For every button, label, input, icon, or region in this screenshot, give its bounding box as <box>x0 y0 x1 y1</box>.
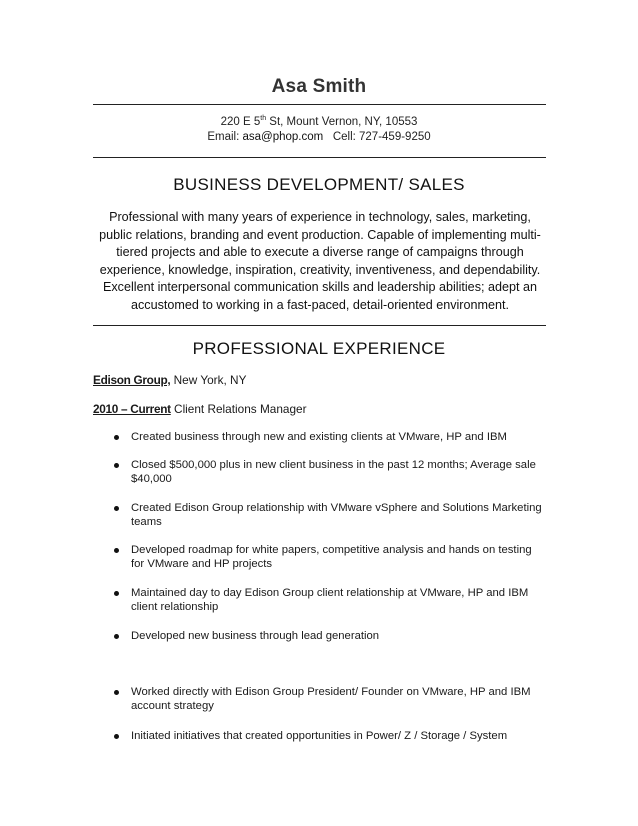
cell-phone: Cell: 727-459-9250 <box>323 131 431 143</box>
list-item-text: Developed roadmap for white papers, competitive analysis and hands on testing for VMware and HP projects <box>131 544 532 570</box>
experience-section-title: PROFESSIONAL EXPERIENCE <box>192 339 446 358</box>
address-part-1: 220 E 5 <box>220 115 261 128</box>
list-item-text: Initiated initiatives that created opportunities in Power/ Z / Storage / System <box>131 730 508 742</box>
list-item-text: Created Edison Group relationship with VMware vSphere and Solutions Marketing teams <box>131 502 542 528</box>
address-part-2: St, Mount Vernon, NY, 10553 <box>266 115 418 128</box>
job-title: Client Relations Manager <box>170 402 307 416</box>
bullet-icon <box>114 435 119 440</box>
employment-years: 2010 – Current <box>93 402 171 416</box>
role-line <box>93 402 307 416</box>
bullet-icon <box>114 506 119 511</box>
header-bottom-rule <box>93 157 546 158</box>
employer-line <box>93 373 246 387</box>
header-top-rule <box>93 104 546 105</box>
bullet-icon <box>114 548 119 553</box>
contact-line <box>0 131 638 143</box>
list-item-text: Worked directly with Edison Group President/ Founder on VMware, HP and IBM account strategy <box>131 686 531 712</box>
bullet-icon <box>114 591 119 596</box>
candidate-name: Asa Smith <box>271 76 367 97</box>
email-link[interactable]: asa@phop.com <box>242 131 324 143</box>
bullet-icon <box>114 690 119 695</box>
bullet-icon <box>114 463 119 468</box>
bullet-icon <box>114 734 119 739</box>
list-item-text: Created business through new and existing clients at VMware, HP and IBM <box>131 431 507 443</box>
summary-section-title: BUSINESS DEVELOPMENT/ SALES <box>173 175 465 194</box>
bullet-icon <box>114 634 119 639</box>
email-label: Email: <box>207 131 243 143</box>
professional-summary: Professional with many years of experience in technology, sales, marketing, public relations, branding and event production. Capable of implementing multi-tiered projects and able to execute a diverse range of campaigns through experience, knowledge, inspiration, creativity, inventiveness, and dependability. Excellent interpersonal communication skills and leadership abilities; adept an accustomed to working in a fast-paced, detail-oriented environment. <box>99 210 541 312</box>
list-item-text: Developed new business through lead generation <box>131 630 380 642</box>
address-superscript: th <box>260 115 267 122</box>
list-item-text: Closed $500,000 plus in new client business in the past 12 months; Average sale $40,000 <box>131 459 536 485</box>
address-line <box>0 115 638 128</box>
list-item-text: Maintained day to day Edison Group client relationship at VMware, HP and IBM client relationship <box>131 587 529 613</box>
company-name: Edison Group, <box>93 373 171 387</box>
summary-bottom-rule <box>93 325 546 326</box>
company-location: New York, NY <box>170 373 247 387</box>
